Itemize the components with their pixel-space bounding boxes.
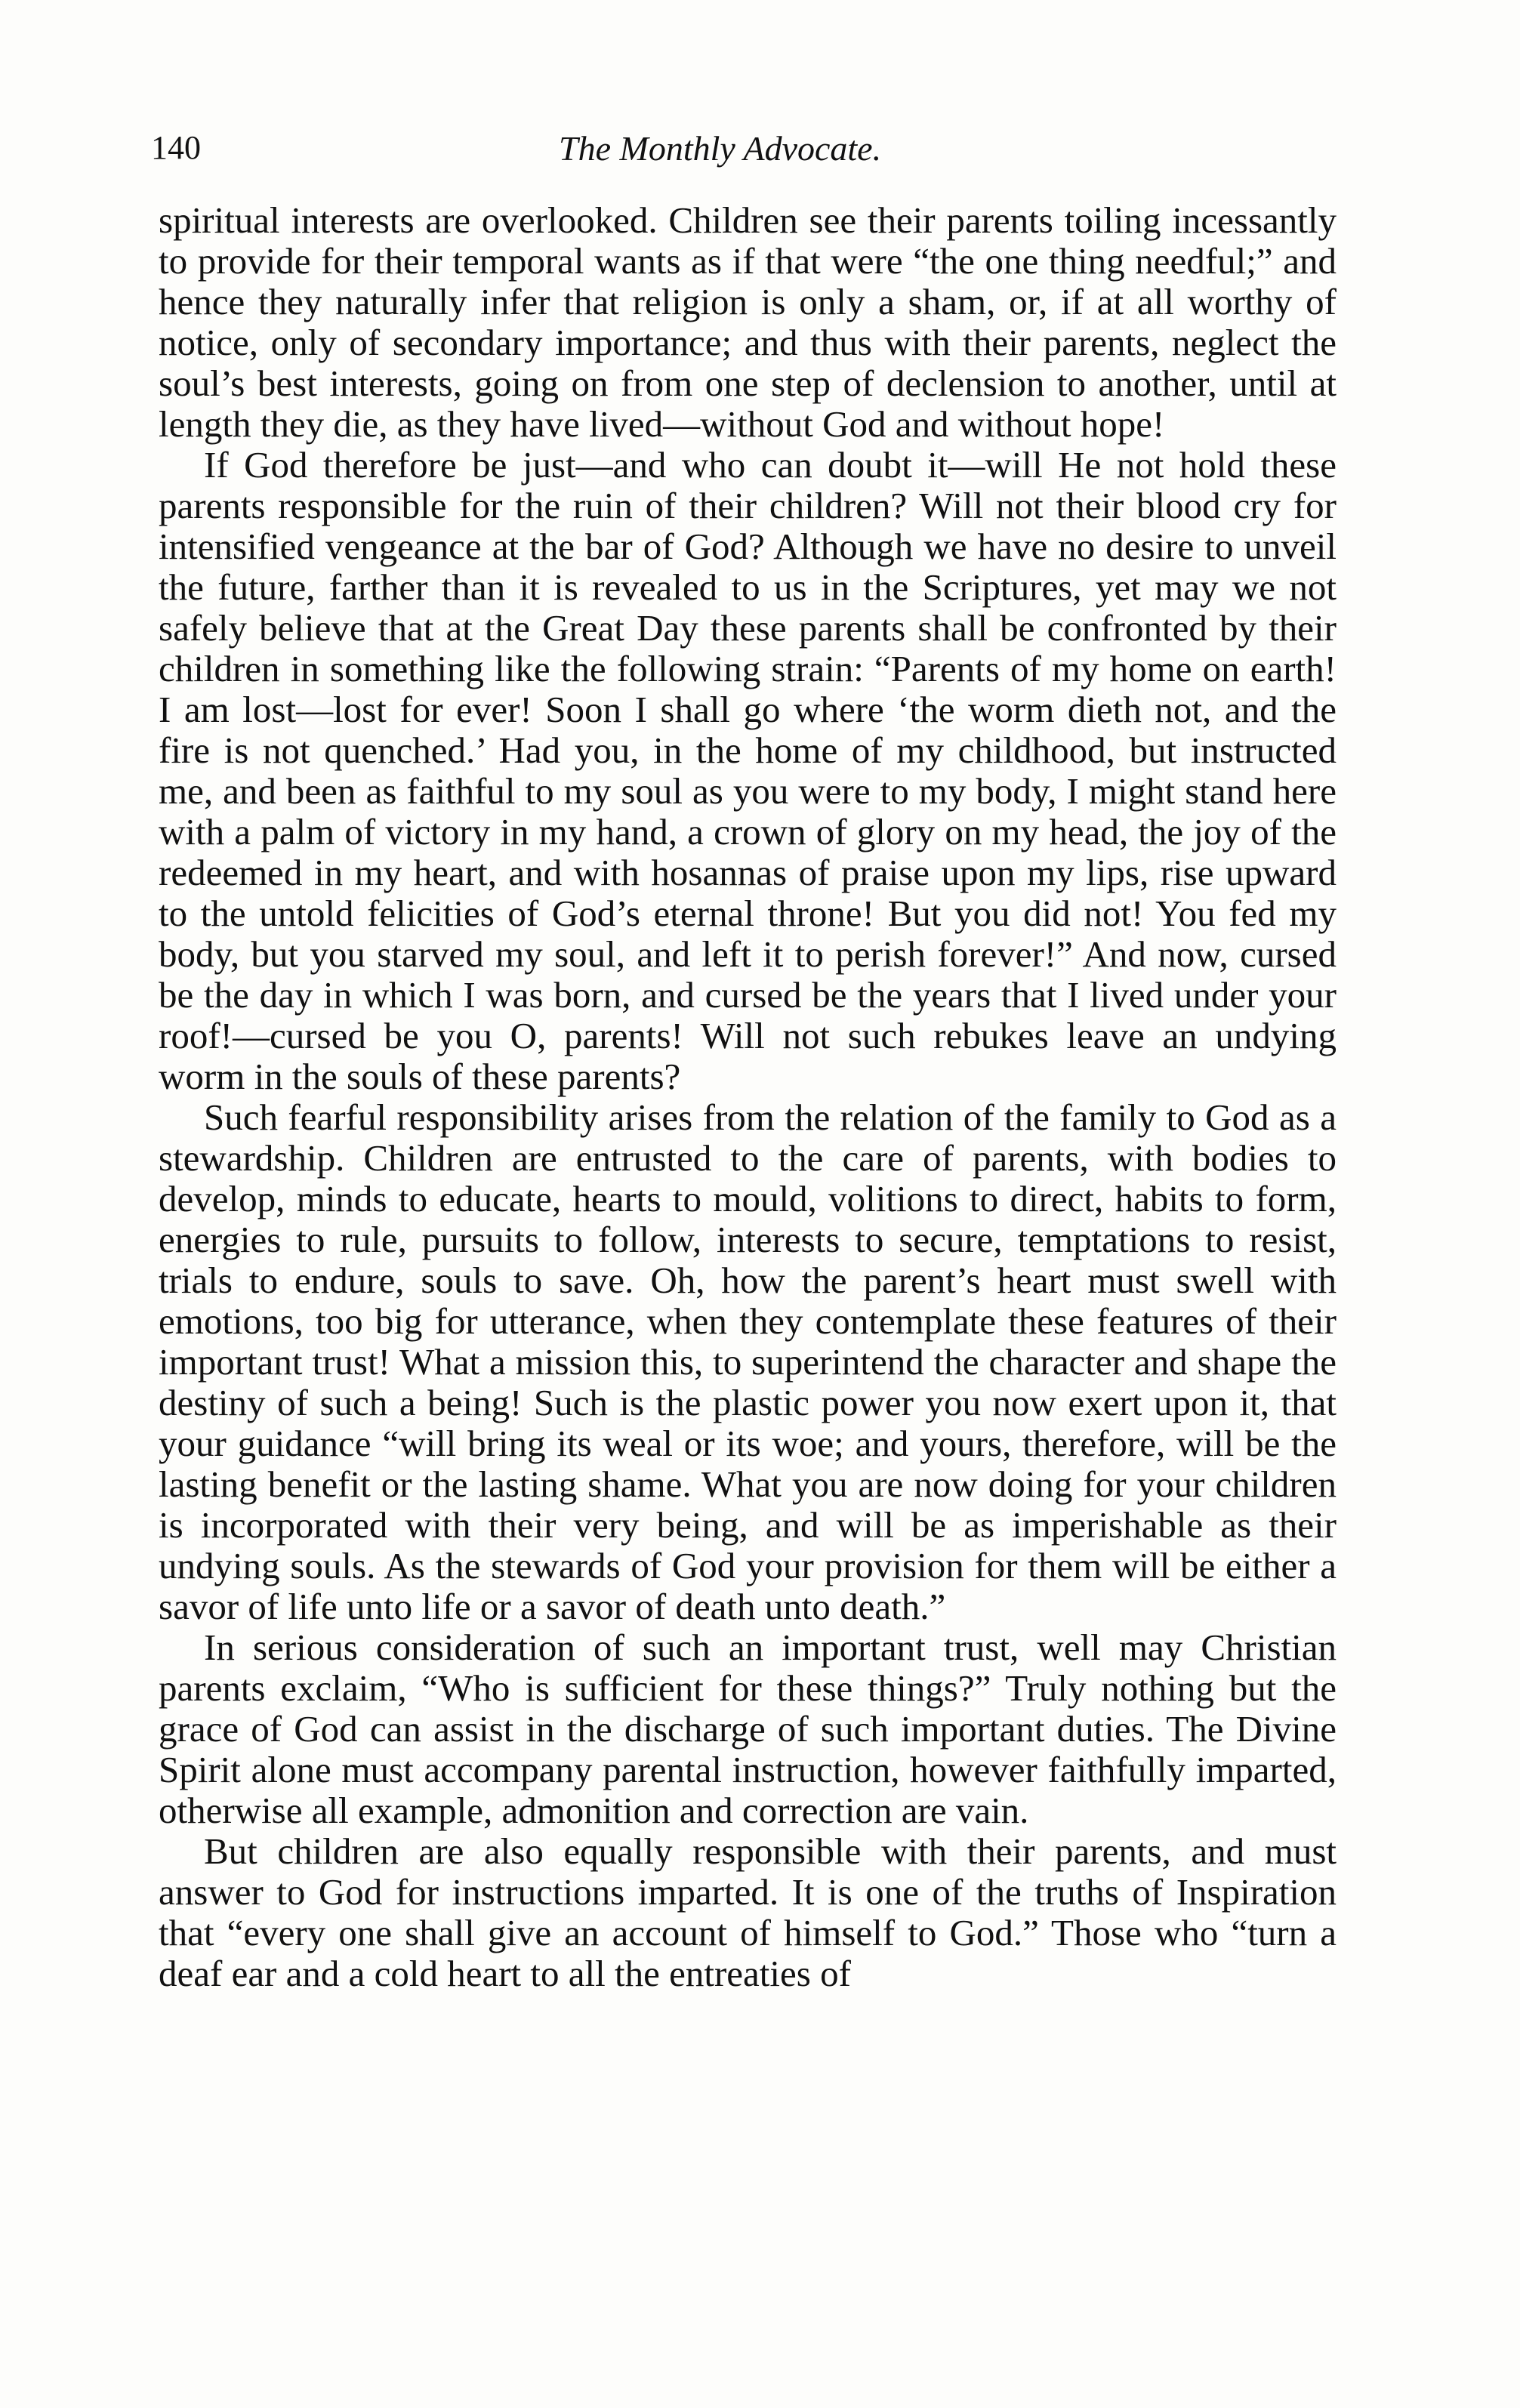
page-number: 140 [151, 129, 201, 166]
paragraph: But children are also equally responsible with their parents, and must answer to God for instructions imparted. It is one of the truths of Inspiration that “every one shall give an account of himself to God.” Those who “turn a deaf ear and a cold heart to all the entreaties of [159, 1830, 1337, 1994]
page-header [151, 128, 1329, 181]
running-title: The Monthly Advocate. [559, 129, 882, 168]
paragraph: In serious consideration of such an important trust, well may Christian parents exclaim, “Who is sufficient for these things?” Truly nothing but the grace of God can assist in the discharge of such important duties. The Divine Spirit alone must accompany parental instruction, however faithfully imparted, otherwise all example, admonition and correction are vain. [159, 1626, 1337, 1831]
body-text [159, 200, 1337, 1994]
paragraph: If God therefore be just—and who can doubt it—will He not hold these parents responsible for the ruin of their children? Will not their blood cry for intensified vengeance at the bar of God? Although we have no desire to unveil the future, farther than it is revealed to us in the Scriptures, yet may we not safely believe that at the Great Day these parents shall be confronted by their children in something like the following strain: “Parents of my home on earth! I am lost—lost for ever! Soon I shall go where ‘the worm dieth not, and the fire is not quenched.’ Had you, in the home of my childhood, but instructed me, and been as faithful to my soul as you were to my body, I might stand here with a palm of victory in my hand, a crown of glory on my head, the joy of the redeemed in my heart, and with hosannas of praise upon my lips, rise upward to the untold felicities of God’s eternal throne! But you did not! You fed my body, but you starved my soul, and left it to perish forever!” And now, cursed be the day in which I was born, and cursed be the years that I lived under your roof!—cursed be you O, parents! Will not such rebukes leave an undying worm in the souls of these parents? [159, 444, 1337, 1097]
paragraph: Such fearful responsibility arises from the relation of the family to God as a stewardship. Children are entrusted to the care of parents, with bodies to develop, minds to educate, hearts to mould, volitions to direct, habits to form, energies to rule, pursuits to follow, interests to secure, temptations to resist, trials to endure, souls to save. Oh, how the parent’s heart must swell with emotions, too big for utterance, when they contemplate these features of their important trust! What a mission this, to superintend the character and shape the destiny of such a being! Such is the plastic power you now exert upon it, that your guidance “will bring its weal or its woe; and yours, therefore, will be the lasting benefit or the lasting shame. What you are now doing for your children is incorporated with their very being, and will be as imperishable as their undying souls. As the stewards of God your provision for them will be either a savor of life unto life or a savor of death unto death.” [159, 1096, 1337, 1627]
paragraph: spiritual interests are overlooked. Children see their parents toiling incessantly to provide for their temporal wants as if that were “the one thing needful;” and hence they naturally infer that religion is only a sham, or, if at all worthy of notice, only of secondary importance; and thus with their parents, neglect the soul’s best interests, going on from one step of declension to another, until at length they die, as they have lived—without God and without hope! [159, 199, 1337, 445]
